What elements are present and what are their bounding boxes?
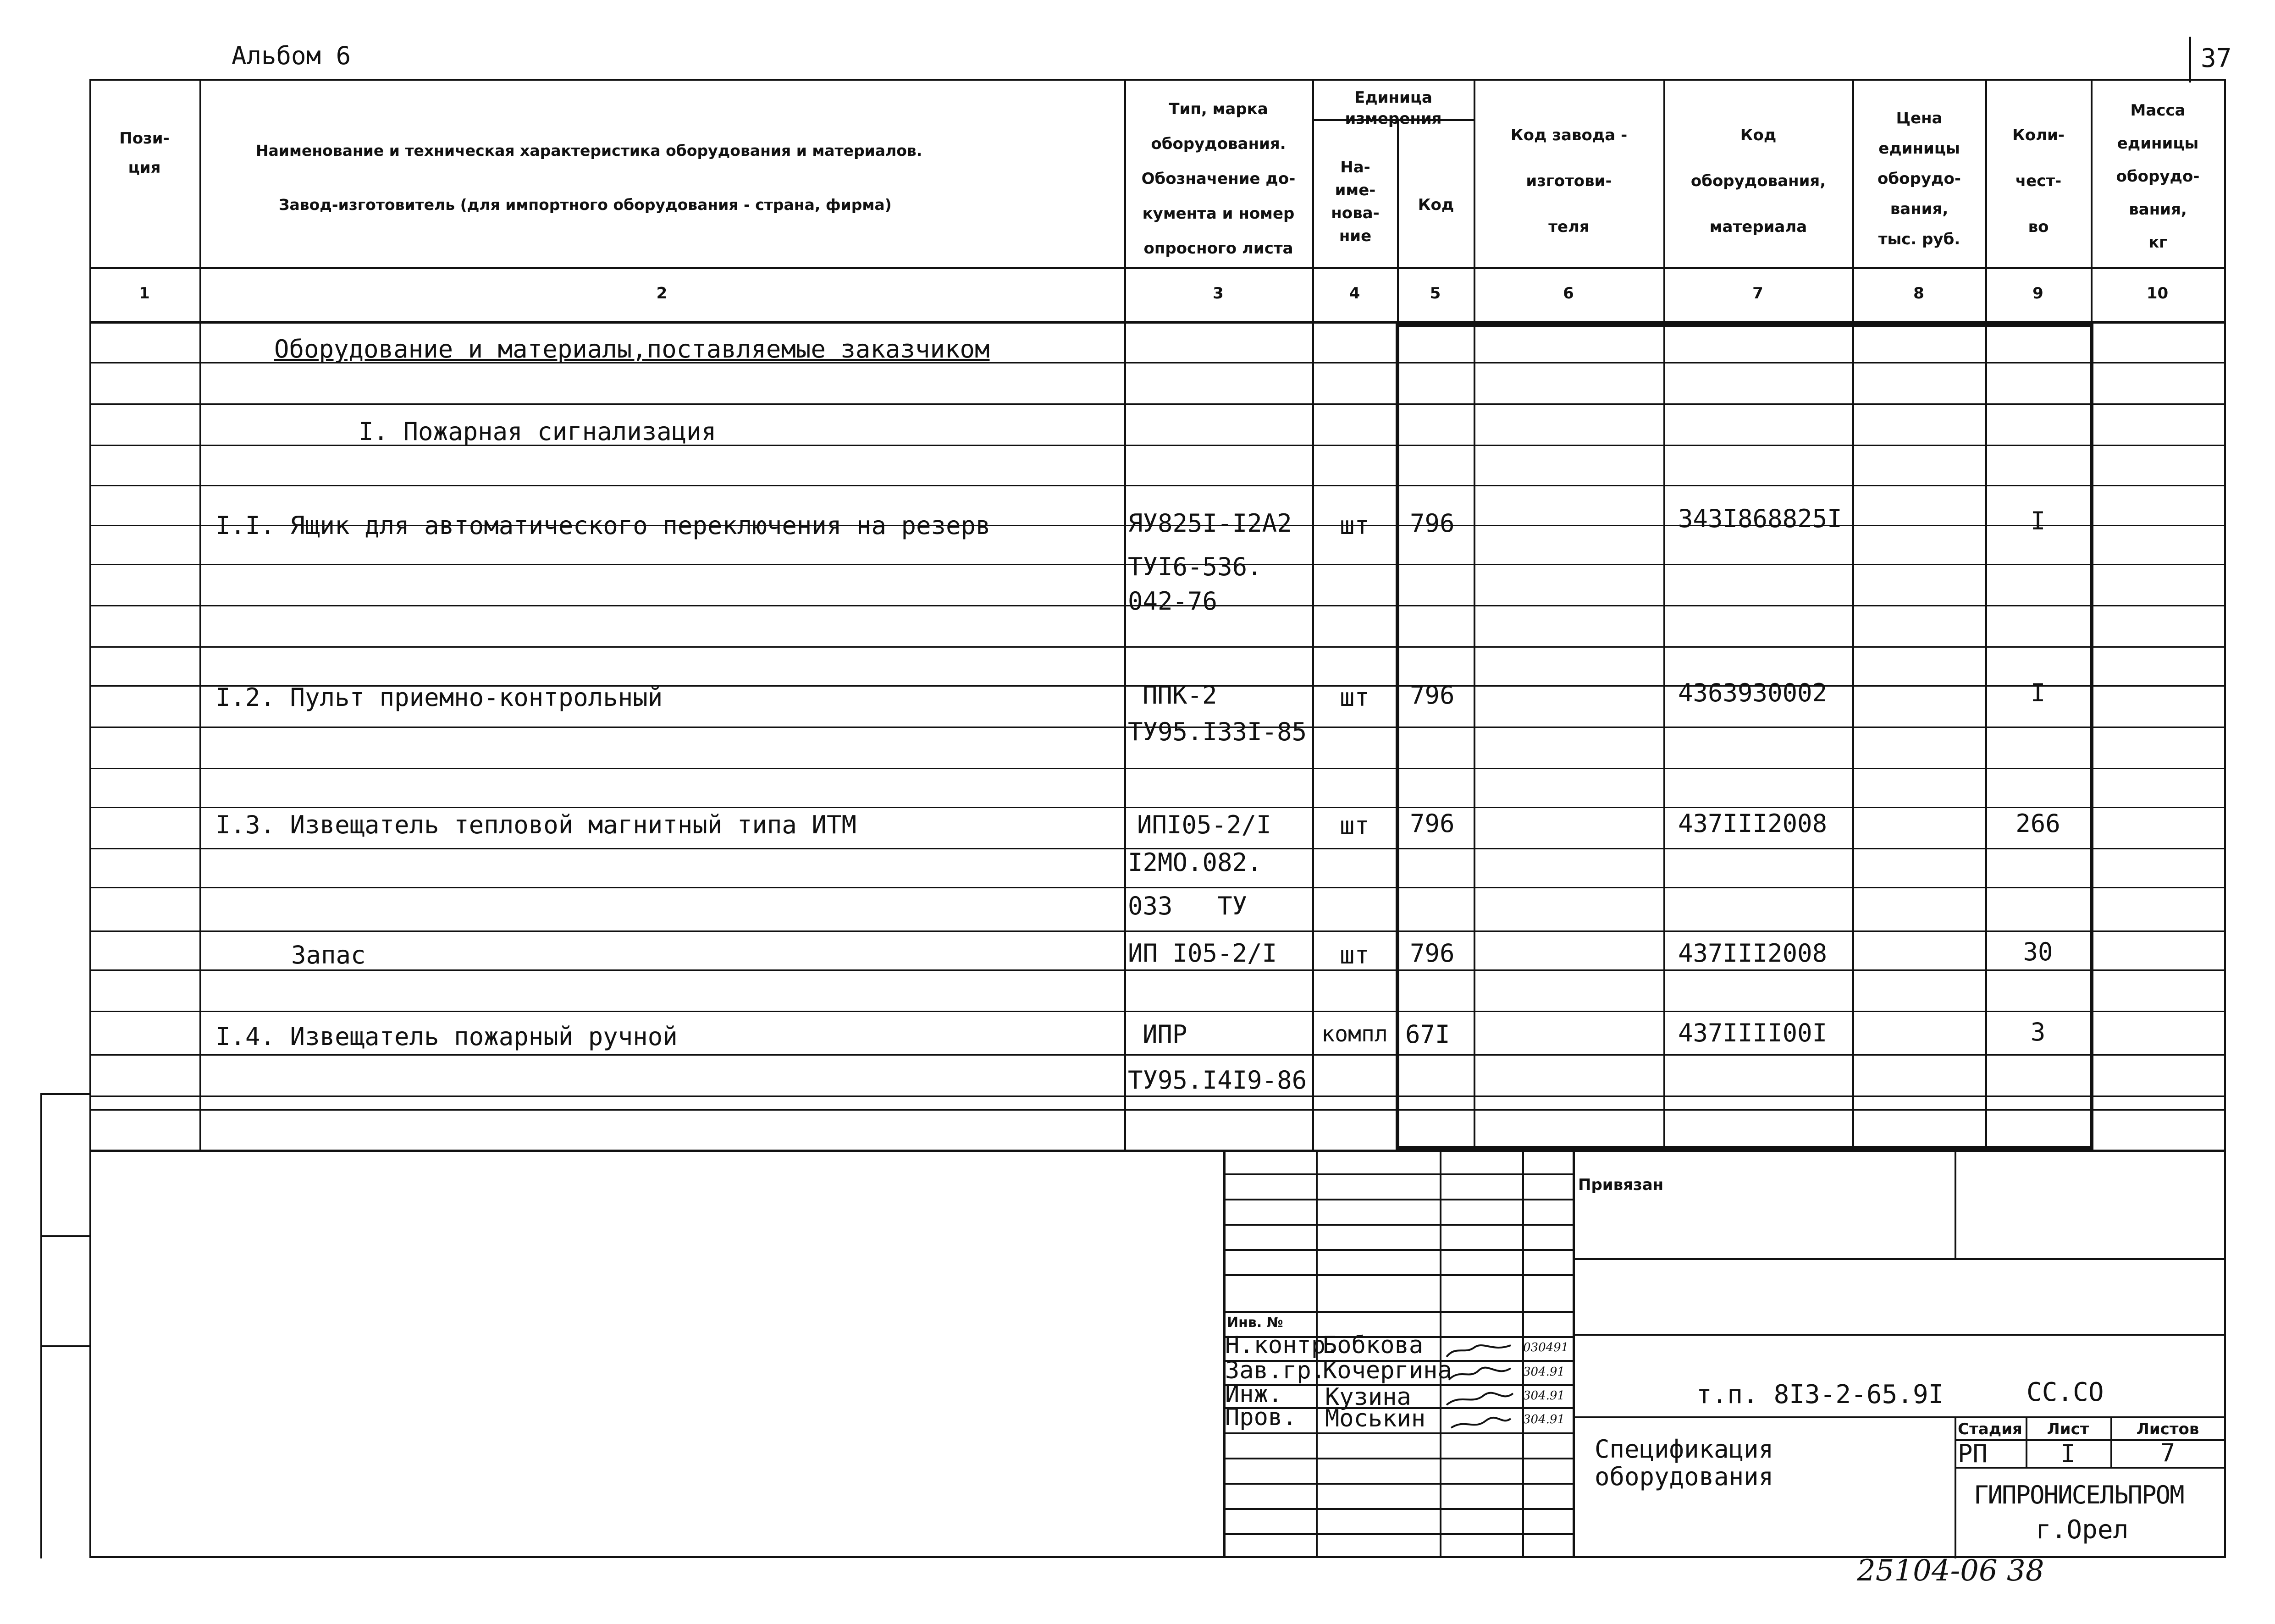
table-row-name: I.2. Пульт приемно-контрольный	[215, 683, 663, 712]
column-number-7: 7	[1752, 284, 1763, 303]
organization-city: г.Орел	[2036, 1515, 2129, 1545]
table-row-type: 042-76	[1128, 587, 1218, 616]
table-row-type: I2МО.082.	[1128, 848, 1262, 877]
header-name: Наименование и техническая характеристика оборудования и материалов. Завод-изготовитель (для импортного оборудования - страна, фирма)	[256, 142, 922, 214]
table-row-type: ИПР	[1143, 1020, 1187, 1049]
signer-date: 304.91	[1523, 1389, 1565, 1403]
table-row-type: ТУ95.I4I9-86	[1128, 1066, 1307, 1095]
section-title: Оборудование и материалы,поставляемые заказчиком	[274, 335, 990, 363]
table-row-code: 437III2008	[1678, 939, 1828, 968]
subsection-title: I. Пожарная сигнализация	[359, 417, 717, 446]
table-row-code: 437IIII00I	[1678, 1018, 1828, 1047]
table-row-name: I.4. Извещатель пожарный ручной	[215, 1022, 678, 1051]
signer-name: Бобкова	[1323, 1332, 1424, 1359]
header-factory-code: Код завода - изготови- теля	[1510, 126, 1628, 236]
column-number-10: 10	[2146, 284, 2169, 303]
table-row-qty: I	[2030, 678, 2046, 707]
signer-date: 030491	[1523, 1341, 1569, 1354]
footer-code: 25104-06 38	[1857, 1554, 2044, 1588]
table-row-type: 033 ТУ	[1128, 892, 1248, 920]
table-row-unit: шт	[1339, 941, 1370, 969]
table-row-code: 437III2008	[1678, 809, 1828, 838]
header-type: Тип, марка оборудования. Обозначение до- кумента и номер опросного листа	[1141, 100, 1296, 258]
table-row-unit-code: 796	[1410, 681, 1455, 710]
sheets-label: Листов	[2136, 1420, 2199, 1438]
table-row-qty: I	[2030, 506, 2046, 535]
privyazan-label: Привязан	[1578, 1176, 1664, 1194]
column-number-4: 4	[1349, 284, 1360, 303]
table-row-type: ППК-2	[1143, 681, 1217, 710]
column-number-5: 5	[1430, 284, 1441, 303]
table-row-unit-code: 796	[1410, 809, 1455, 838]
column-number-1: 1	[139, 284, 150, 303]
table-row-qty: 3	[2030, 1018, 2046, 1046]
sheet-label: Лист	[2047, 1420, 2089, 1438]
table-row-unit-code: 796	[1410, 939, 1455, 968]
column-number-8: 8	[1913, 284, 1924, 303]
table-row-unit: шт	[1339, 511, 1370, 540]
header-unit-group: Единица измерения	[1345, 88, 1442, 128]
column-number-9: 9	[2032, 284, 2043, 303]
header-price: Цена единицы оборудо- вания, тыс. руб.	[1877, 109, 1961, 248]
table-row-unit: шт	[1339, 811, 1370, 840]
header-position: Пози- ция	[119, 129, 170, 177]
album-label: Альбом 6	[232, 41, 351, 70]
table-row-type: ТУI6-536.	[1128, 552, 1262, 581]
table-row-type: ИПI05-2/I	[1137, 810, 1271, 839]
signer-date: 304.91	[1523, 1413, 1565, 1426]
stage-value: РП	[1958, 1439, 1988, 1468]
header-unit-name: На- име- нова- ние	[1331, 158, 1380, 245]
column-number-3: 3	[1213, 284, 1224, 303]
stage-label: Стадия	[1958, 1420, 2022, 1438]
signer-role: Н.контр.	[1225, 1332, 1340, 1359]
table-row-qty: 30	[2023, 937, 2053, 966]
document-title: Спецификация оборудования	[1595, 1435, 1774, 1491]
sheets-value: 7	[2160, 1438, 2176, 1467]
table-row-unit-code: 67I	[1405, 1020, 1450, 1049]
table-row-qty: 266	[2015, 809, 2060, 838]
table-row-name: I.3. Извещатель тепловой магнитный типа ИТМ	[215, 810, 856, 839]
inventory-label: Инв. №	[1227, 1315, 1283, 1331]
signer-date: 304.91	[1523, 1365, 1565, 1379]
sheet-value: I	[2060, 1439, 2076, 1468]
signer-role: Пров.	[1225, 1404, 1297, 1431]
document-code: т.п. 8I3-2-65.9I	[1696, 1380, 1944, 1409]
column-number-6: 6	[1563, 284, 1574, 303]
header-equipment-code: Код оборудования, материала	[1690, 126, 1826, 236]
signer-name: Кочергина	[1323, 1357, 1452, 1384]
table-row-unit: шт	[1339, 683, 1370, 712]
signer-role: Зав.гр.	[1225, 1357, 1326, 1384]
header-mass: Масса единицы оборудо- вания, кг	[2116, 101, 2200, 252]
header-quantity: Коли- чест- во	[2012, 126, 2065, 236]
table-row-code: 4363930002	[1678, 678, 1828, 707]
header-unit-code: Код	[1418, 196, 1454, 214]
organization-name: ГИПРОНИСЕЛЬПРОМ	[1974, 1481, 2184, 1509]
document-mark: СС.СО	[2027, 1377, 2104, 1407]
table-row-code: 343I868825I	[1678, 504, 1842, 533]
table-row-type: ИП I05-2/I	[1128, 939, 1277, 968]
sheet-number: 37	[2201, 44, 2232, 73]
column-number-2: 2	[656, 284, 668, 303]
signer-name: Моськин	[1325, 1405, 1426, 1432]
table-row-type: ЯУ825I-I2А2	[1128, 509, 1292, 538]
table-row-name: Запас	[291, 941, 366, 969]
table-row-type: ТУ95.I33I-85	[1128, 717, 1307, 746]
signer-name: Кузина	[1325, 1383, 1411, 1411]
signature-scribble	[1442, 1336, 1520, 1437]
table-row-unit: компл	[1321, 1021, 1388, 1047]
table-row-unit-code: 796	[1410, 509, 1455, 538]
signer-role: Инж.	[1225, 1381, 1283, 1408]
table-row-name: I.I. Ящик для автоматического переключения на резерв	[215, 511, 991, 540]
